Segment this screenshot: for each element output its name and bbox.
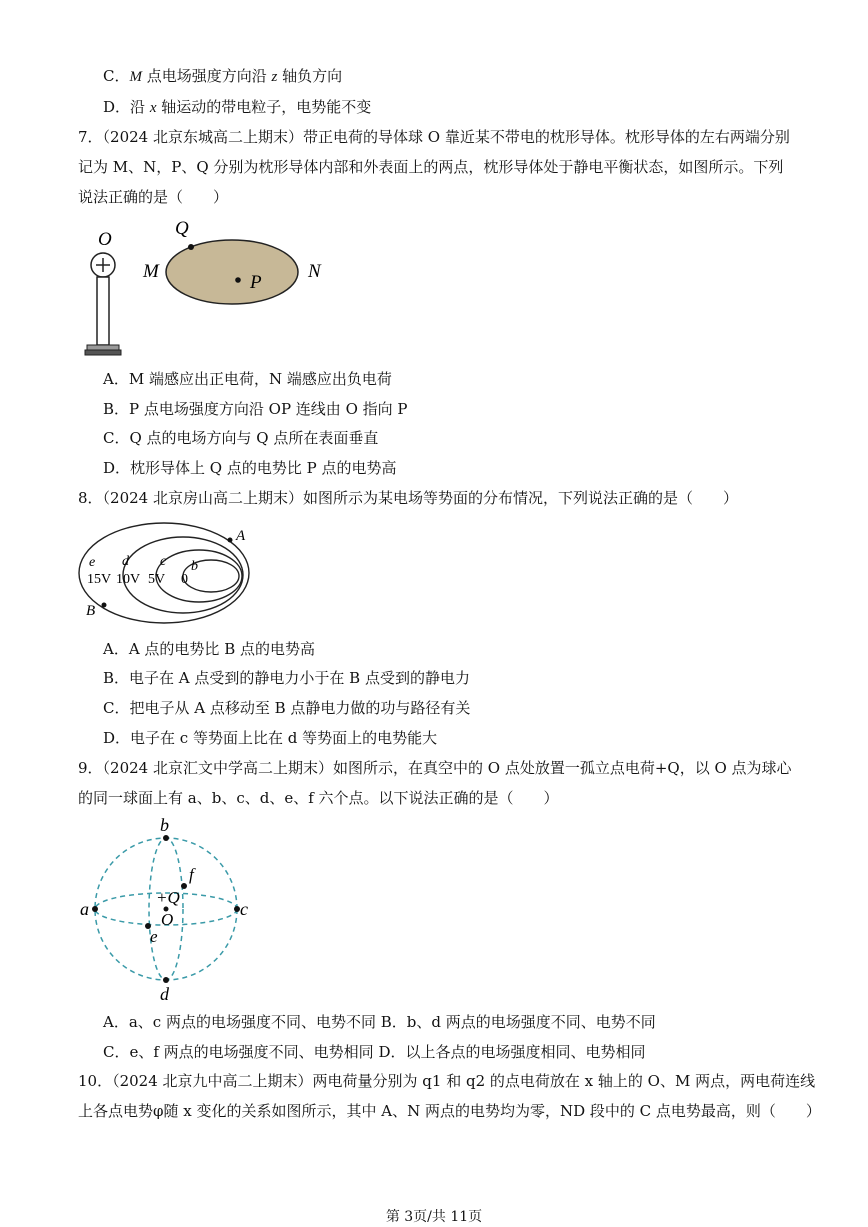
label-P: P xyxy=(250,272,262,293)
point-A xyxy=(228,538,233,543)
q7-stem-line-2: 记为 M、N，P、Q 分别为枕形导体内部和外表面上的两点，枕形导体处于静电平衡状态，如图所示。下列 xyxy=(78,158,784,176)
q8-stem: 8．（2024 北京房山高二上期末）如图所示为某电场等势面的分布情况，下列说法正确的是（ ） xyxy=(78,489,738,507)
q6-option-c: C．M 点电场强度方向沿 z 轴负方向 xyxy=(103,67,343,85)
q9-stem-line-2: 的同一球面上有 a、b、c、d、e、f 六个点。以下说法正确的是（ ） xyxy=(78,789,559,807)
label-c: c xyxy=(160,554,167,569)
conductor-ball-stand xyxy=(85,229,121,355)
q8-option-b: B．电子在 A 点受到的静电力小于在 B 点受到的静电力 xyxy=(103,669,470,687)
q9-figure xyxy=(78,814,258,1004)
q8-option-a: A．A 点的电势比 B 点的电势高 xyxy=(103,640,315,658)
label-b: b xyxy=(160,815,169,835)
q7-figure xyxy=(78,212,338,362)
q9-options-ab: A．a、c 两点的电场强度不同、电势不同 B．b、d 两点的电场强度不同、电势不同 xyxy=(103,1013,656,1031)
q7-stem-line-1: 7．（2024 北京东城高二上期末）带正电荷的导体球 O 靠近某不带电的枕形导体。枕形导体的左右两端分别 xyxy=(78,128,790,146)
point-f xyxy=(181,883,187,889)
point-d xyxy=(163,977,169,983)
q7-option-b: B．P 点电场强度方向沿 OP 连线由 O 指向 P xyxy=(103,400,408,418)
label-O: O xyxy=(161,910,174,929)
label-d: d xyxy=(160,984,169,1004)
insulating-stand xyxy=(97,277,109,345)
q8-option-c: C．把电子从 A 点移动至 B 点静电力做的功与路径有关 xyxy=(103,699,471,717)
q8-figure xyxy=(78,518,258,628)
label-15V: 15V xyxy=(87,572,112,587)
label-5V: 5V xyxy=(148,572,166,587)
q7-option-a: A．M 端感应出正电荷，N 端感应出负电荷 xyxy=(103,370,392,388)
label-e: e xyxy=(150,927,158,946)
label-Q: Q xyxy=(175,218,189,239)
q7-stem-line-3: 说法正确的是（ ） xyxy=(78,188,229,206)
stand-base-top xyxy=(87,345,119,350)
q10-stem-line-1: 10．（2024 北京九中高二上期末）两电荷量分别为 q1 和 q2 的点电荷放在 x 轴上的 O、M 两点，两电荷连线 xyxy=(78,1072,816,1090)
label-A: A xyxy=(236,528,246,544)
equipotential-5V xyxy=(156,550,242,602)
q6-option-d: D．沿 x 轴运动的带电粒子，电势能不变 xyxy=(103,98,372,116)
label-N: N xyxy=(308,261,321,282)
label-e: e xyxy=(89,555,96,570)
label-f: f xyxy=(189,865,194,884)
q9-options-cd: C．e、f 两点的电场强度不同、电势相同 D．以上各点的电场强度相同、电势相同 xyxy=(103,1043,646,1061)
label-0: 0 xyxy=(181,572,188,587)
point-b xyxy=(163,835,169,841)
point-B xyxy=(102,603,107,608)
q9-stem-line-1: 9．（2024 北京汇文中学高二上期末）如图所示，在真空中的 O 点处放置一孤立点电荷+Q，以 O 点为球心 xyxy=(78,759,792,777)
label-b: b xyxy=(191,559,198,574)
q8-option-d: D．电子在 c 等势面上比在 d 等势面上的电势能大 xyxy=(103,729,438,747)
point-P xyxy=(235,277,241,283)
label-d: d xyxy=(122,554,129,569)
label-c: c xyxy=(240,899,248,919)
q7-option-d: D．枕形导体上 Q 点的电势比 P 点的电势高 xyxy=(103,459,397,477)
pillow-conductor xyxy=(166,240,298,304)
q10-stem-line-2: 上各点电势φ随 x 变化的关系如图所示，其中 A、N 两点的电势均为零，ND 段中的 C 点电势最高，则（ ） xyxy=(78,1102,821,1120)
stand-base xyxy=(85,350,121,355)
page-footer: 第 3页/共 11页 xyxy=(385,1209,483,1225)
label-O: O xyxy=(98,229,112,250)
q7-option-c: C．Q 点的电场方向与 Q 点所在表面垂直 xyxy=(103,429,379,447)
point-a xyxy=(92,906,98,912)
point-Q xyxy=(188,244,194,250)
label-M: M xyxy=(143,261,159,282)
label-B: B xyxy=(86,603,96,619)
label-plus-Q: +Q xyxy=(156,888,180,907)
label-10V: 10V xyxy=(116,572,141,587)
label-a: a xyxy=(80,899,89,919)
